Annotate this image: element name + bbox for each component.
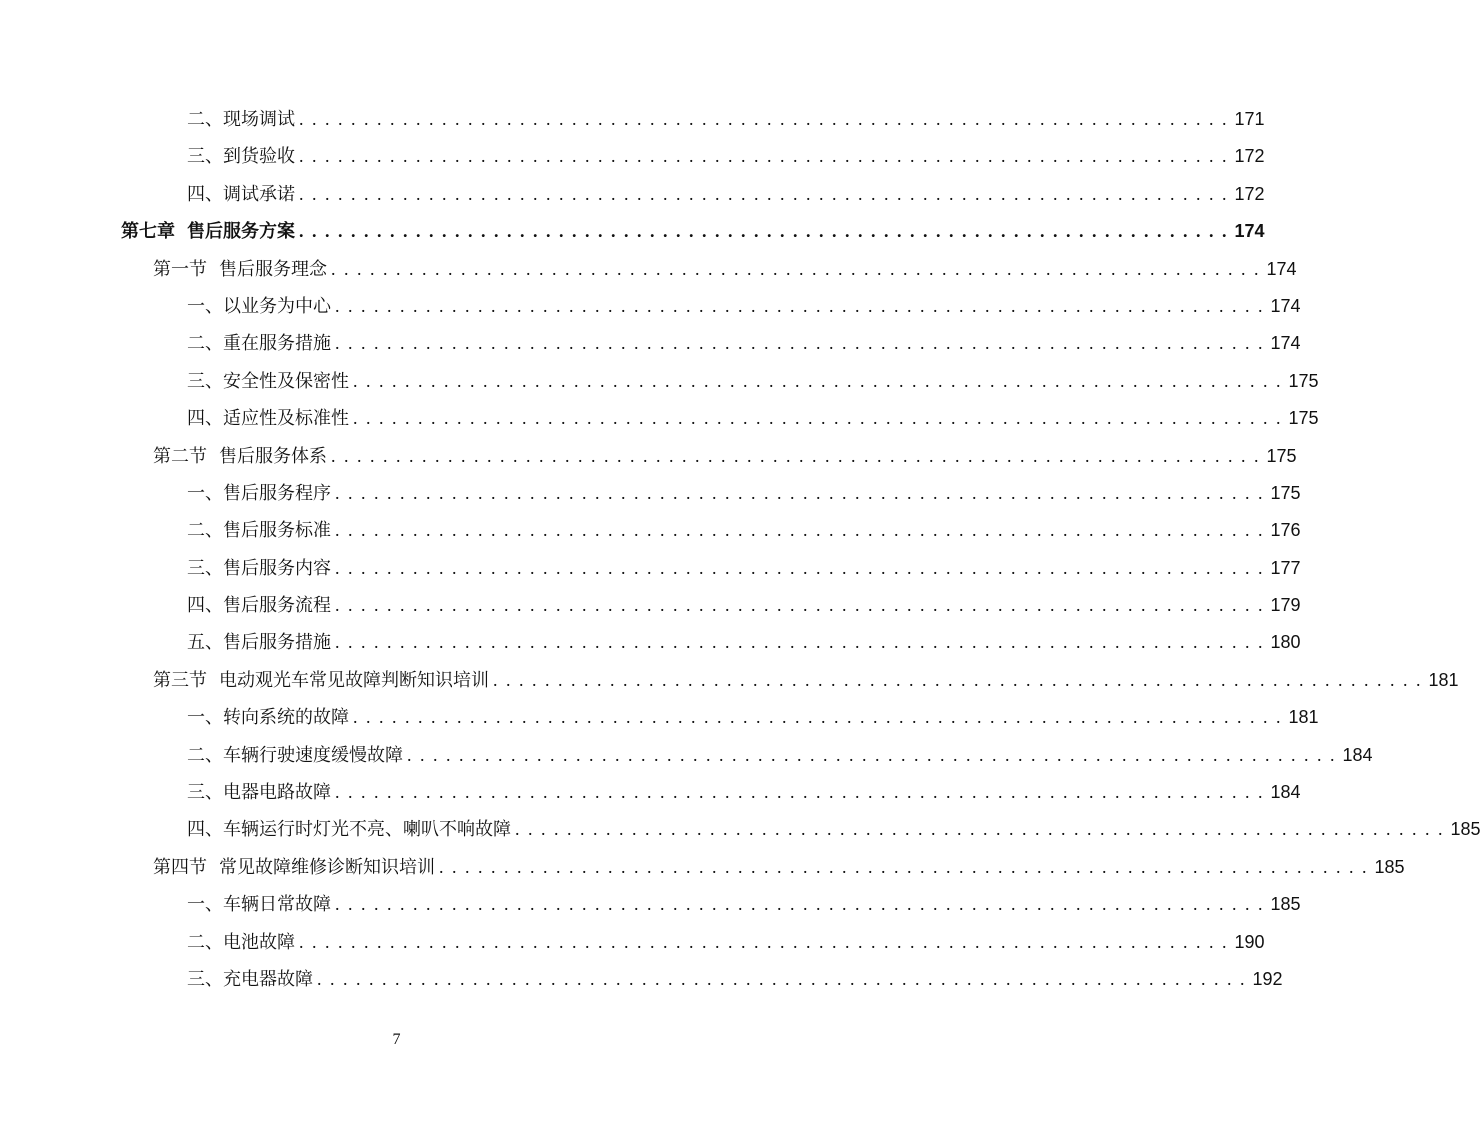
toc-entry-label: 第四节	[153, 856, 207, 878]
toc-subsection-row[interactable]	[121, 325, 1301, 362]
toc-dot-leader: . . . . . . . . . . . . . . . . . . . . . . . . . . . . . . . . . . . . . . . . . . . . . . . . . . . . . . . . . . . . . . . . . . . . . . . .	[331, 258, 1261, 279]
toc-dot-leader: . . . . . . . . . . . . . . . . . . . . . . . . . . . . . . . . . . . . . . . . . . . . . . . . . . . . . . . . . . . . . . . . . . . . . . . .	[353, 707, 1283, 728]
toc-page-number: 175	[1288, 370, 1319, 391]
toc-dot-leader: . . . . . . . . . . . . . . . . . . . . . . . . . . . . . . . . . . . . . . . . . . . . . . . . . . . . . . . . . . . . . . . . . . . . . . . .	[331, 445, 1261, 466]
toc-dot-leader: . . . . . . . . . . . . . . . . . . . . . . . . . . . . . . . . . . . . . . . . . . . . . . . . . . . . . . . . . . . . . . . . . . . . . . . .	[407, 744, 1337, 765]
toc-entry-title: 电池故障	[223, 931, 295, 953]
toc-entry-label: 四、	[187, 408, 223, 430]
toc-page-number: 192	[1252, 968, 1283, 989]
toc-entry-title: 售后服务理念	[219, 258, 327, 280]
toc-page-number: 176	[1270, 520, 1301, 541]
toc-entry-label: 五、	[187, 632, 223, 654]
toc-entry-title: 售后服务措施	[223, 632, 331, 654]
toc-dot-leader: . . . . . . . . . . . . . . . . . . . . . . . . . . . . . . . . . . . . . . . . . . . . . . . . . . . . . . . . . . . . . . . . . . . . . . . .	[335, 894, 1265, 915]
toc-dot-leader: . . . . . . . . . . . . . . . . . . . . . . . . . . . . . . . . . . . . . . . . . . . . . . . . . . . . . . . . . . . . . . . . . . . . . . . .	[299, 183, 1229, 204]
toc-subsection-row[interactable]	[121, 737, 1373, 774]
toc-entry-title: 到货验收	[223, 146, 295, 168]
toc-dot-leader: . . . . . . . . . . . . . . . . . . . . . . . . . . . . . . . . . . . . . . . . . . . . . . . . . . . . . . . . . . . . . . . . . . . . . . . .	[515, 819, 1445, 840]
toc-entry-label: 二、	[187, 109, 223, 130]
toc-entry-label: 四、	[187, 819, 223, 841]
toc-subsection-row[interactable]	[121, 961, 1283, 998]
toc-entry-title: 售后服务内容	[223, 557, 331, 579]
toc-dot-leader: . . . . . . . . . . . . . . . . . . . . . . . . . . . . . . . . . . . . . . . . . . . . . . . . . . . . . . . . . . . . . . . . . . . . . . . .	[493, 669, 1423, 690]
toc-entry-title: 售后服务程序	[223, 482, 331, 504]
toc-subsection-row[interactable]	[121, 138, 1265, 175]
toc-page-number: 185	[1450, 819, 1481, 840]
toc-entry-title: 车辆行驶速度缓慢故障	[223, 744, 403, 766]
toc-dot-leader: . . . . . . . . . . . . . . . . . . . . . . . . . . . . . . . . . . . . . . . . . . . . . . . . . . . . . . . . . . . . . . . . . . . . . . . .	[353, 408, 1283, 429]
toc-entry-title: 以业务为中心	[223, 295, 331, 317]
toc-dot-leader: . . . . . . . . . . . . . . . . . . . . . . . . . . . . . . . . . . . . . . . . . . . . . . . . . . . . . . . . . . . . . . . . . . . . . . . .	[317, 968, 1247, 989]
toc-dot-leader: . . . . . . . . . . . . . . . . . . . . . . . . . . . . . . . . . . . . . . . . . . . . . . . . . . . . . . . . . . . . . . . . . . . . . . . .	[335, 557, 1265, 578]
toc-entry-title: 售后服务标准	[223, 520, 331, 542]
toc-page-number: 185	[1270, 894, 1301, 915]
toc-page-number: 174	[1266, 258, 1297, 279]
toc-entry-title: 适应性及标准性	[223, 408, 349, 430]
toc-chapter-row[interactable]	[121, 213, 1265, 250]
toc-page-number: 185	[1374, 856, 1405, 877]
toc-subsection-row[interactable]	[121, 624, 1301, 661]
toc-entry-title: 售后服务体系	[219, 445, 327, 467]
toc-dot-leader: . . . . . . . . . . . . . . . . . . . . . . . . . . . . . . . . . . . . . . . . . . . . . . . . . . . . . . . . . . . . . . . . . . . . . . . .	[353, 370, 1283, 391]
toc-dot-leader: . . . . . . . . . . . . . . . . . . . . . . . . . . . . . . . . . . . . . . . . . . . . . . . . . . . . . . . . . . . . . . . . . . . . . . . .	[335, 782, 1265, 803]
toc-page-number: 174	[1234, 221, 1265, 242]
toc-subsection-row[interactable]	[121, 512, 1301, 549]
toc-page-number: 184	[1342, 744, 1373, 765]
toc-entry-label: 三、	[187, 782, 223, 804]
toc-subsection-row[interactable]	[121, 288, 1301, 325]
toc-entry-label: 第七章	[121, 221, 175, 243]
toc-entry-label: 一、	[187, 894, 223, 916]
toc-entry-title: 电动观光车常见故障判断知识培训	[219, 669, 489, 691]
toc-page-number: 181	[1428, 669, 1459, 690]
toc-dot-leader: . . . . . . . . . . . . . . . . . . . . . . . . . . . . . . . . . . . . . . . . . . . . . . . . . . . . . . . . . . . . . . . . . . . . . . . .	[335, 595, 1265, 616]
toc-page-number: 180	[1270, 632, 1301, 653]
toc-dot-leader: . . . . . . . . . . . . . . . . . . . . . . . . . . . . . . . . . . . . . . . . . . . . . . . . . . . . . . . . . . . . . . . . . . . . . . . .	[439, 856, 1369, 877]
toc-entry-label: 四、	[187, 183, 223, 205]
toc-dot-leader: . . . . . . . . . . . . . . . . . . . . . . . . . . . . . . . . . . . . . . . . . . . . . . . . . . . . . . . . . . . . . . . . . . . . . . . .	[299, 109, 1229, 129]
toc-entry-label: 一、	[187, 295, 223, 317]
toc-entry-title: 转向系统的故障	[223, 707, 349, 729]
toc-entry-label: 四、	[187, 595, 223, 617]
toc-entry-label: 三、	[187, 557, 223, 579]
toc-entry-label: 二、	[187, 744, 223, 766]
toc-entry-label: 第二节	[153, 445, 207, 467]
toc-subsection-row[interactable]	[121, 363, 1319, 400]
toc-page-number: 177	[1270, 557, 1301, 578]
toc-page-number: 175	[1288, 408, 1319, 429]
toc-entry-label: 三、	[187, 146, 223, 168]
toc-entry-title: 现场调试	[223, 109, 295, 130]
toc-page-number: 190	[1234, 931, 1265, 952]
toc-subsection-row[interactable]	[121, 774, 1301, 811]
toc-dot-leader: . . . . . . . . . . . . . . . . . . . . . . . . . . . . . . . . . . . . . . . . . . . . . . . . . . . . . . . . . . . . . . . . . . . . . . . .	[335, 295, 1265, 316]
toc-entry-label: 三、	[187, 968, 223, 990]
toc-entry-title: 车辆日常故障	[223, 894, 331, 916]
toc-entry-label: 一、	[187, 482, 223, 504]
toc-subsection-row[interactable]	[121, 924, 1265, 961]
toc-section-row[interactable]	[121, 438, 1297, 475]
toc-page-number: 172	[1234, 183, 1265, 204]
toc-entry-label: 三、	[187, 370, 223, 392]
toc-entry-title: 电器电路故障	[223, 782, 331, 804]
toc-page-number: 175	[1266, 445, 1297, 466]
toc-entry-label: 二、	[187, 931, 223, 953]
toc-subsection-row[interactable]	[121, 811, 1481, 848]
toc-entry-title: 重在服务措施	[223, 333, 331, 355]
toc-entry-title: 安全性及保密性	[223, 370, 349, 392]
toc-section-row[interactable]	[121, 251, 1297, 288]
toc-dot-leader: . . . . . . . . . . . . . . . . . . . . . . . . . . . . . . . . . . . . . . . . . . . . . . . . . . . . . . . . . . . . . . . . . . . . . . . .	[335, 333, 1265, 354]
toc-entry-title: 车辆运行时灯光不亮、喇叭不响故障	[223, 819, 511, 841]
toc-page-number: 174	[1270, 333, 1301, 354]
toc-entry-title: 售后服务方案	[187, 221, 295, 243]
toc-dot-leader: . . . . . . . . . . . . . . . . . . . . . . . . . . . . . . . . . . . . . . . . . . . . . . . . . . . . . . . . . . . . . . . . . . . . . . . .	[335, 632, 1265, 653]
toc-subsection-row[interactable]	[121, 587, 1301, 624]
toc-entry-title: 售后服务流程	[223, 595, 331, 617]
toc-page-number: 175	[1270, 482, 1301, 503]
table-of-contents	[121, 101, 1481, 998]
toc-dot-leader: . . . . . . . . . . . . . . . . . . . . . . . . . . . . . . . . . . . . . . . . . . . . . . . . . . . . . . . . . . . . . . . . . . . . . . . .	[299, 221, 1229, 242]
toc-entry-label: 二、	[187, 520, 223, 542]
toc-entry-label: 第三节	[153, 669, 207, 691]
toc-page-number: 172	[1234, 146, 1265, 167]
toc-page-number: 179	[1270, 595, 1301, 616]
toc-page-number: 181	[1288, 707, 1319, 728]
toc-entry-label: 二、	[187, 333, 223, 355]
toc-entry-title: 常见故障维修诊断知识培训	[219, 856, 435, 878]
toc-subsection-row[interactable]	[121, 176, 1265, 213]
toc-subsection-row[interactable]	[121, 475, 1301, 512]
toc-subsection-row[interactable]	[121, 101, 1265, 138]
toc-dot-leader: . . . . . . . . . . . . . . . . . . . . . . . . . . . . . . . . . . . . . . . . . . . . . . . . . . . . . . . . . . . . . . . . . . . . . . . .	[299, 146, 1229, 167]
toc-page-number: 171	[1234, 109, 1265, 129]
toc-entry-label: 一、	[187, 707, 223, 729]
page-number: 7	[392, 1031, 401, 1048]
toc-entry-label: 第一节	[153, 258, 207, 280]
toc-dot-leader: . . . . . . . . . . . . . . . . . . . . . . . . . . . . . . . . . . . . . . . . . . . . . . . . . . . . . . . . . . . . . . . . . . . . . . . .	[335, 520, 1265, 541]
toc-page-number: 174	[1270, 295, 1301, 316]
toc-section-row[interactable]	[121, 662, 1459, 699]
toc-subsection-row[interactable]	[121, 699, 1319, 736]
toc-section-row[interactable]	[121, 849, 1405, 886]
toc-subsection-row[interactable]	[121, 400, 1319, 437]
toc-page-number: 184	[1270, 782, 1301, 803]
toc-subsection-row[interactable]	[121, 550, 1301, 587]
toc-dot-leader: . . . . . . . . . . . . . . . . . . . . . . . . . . . . . . . . . . . . . . . . . . . . . . . . . . . . . . . . . . . . . . . . . . . . . . . .	[335, 482, 1265, 503]
toc-entry-title: 调试承诺	[223, 183, 295, 205]
toc-subsection-row[interactable]	[121, 886, 1301, 923]
toc-dot-leader: . . . . . . . . . . . . . . . . . . . . . . . . . . . . . . . . . . . . . . . . . . . . . . . . . . . . . . . . . . . . . . . . . . . . . . . .	[299, 931, 1229, 952]
toc-entry-title: 充电器故障	[223, 968, 313, 990]
